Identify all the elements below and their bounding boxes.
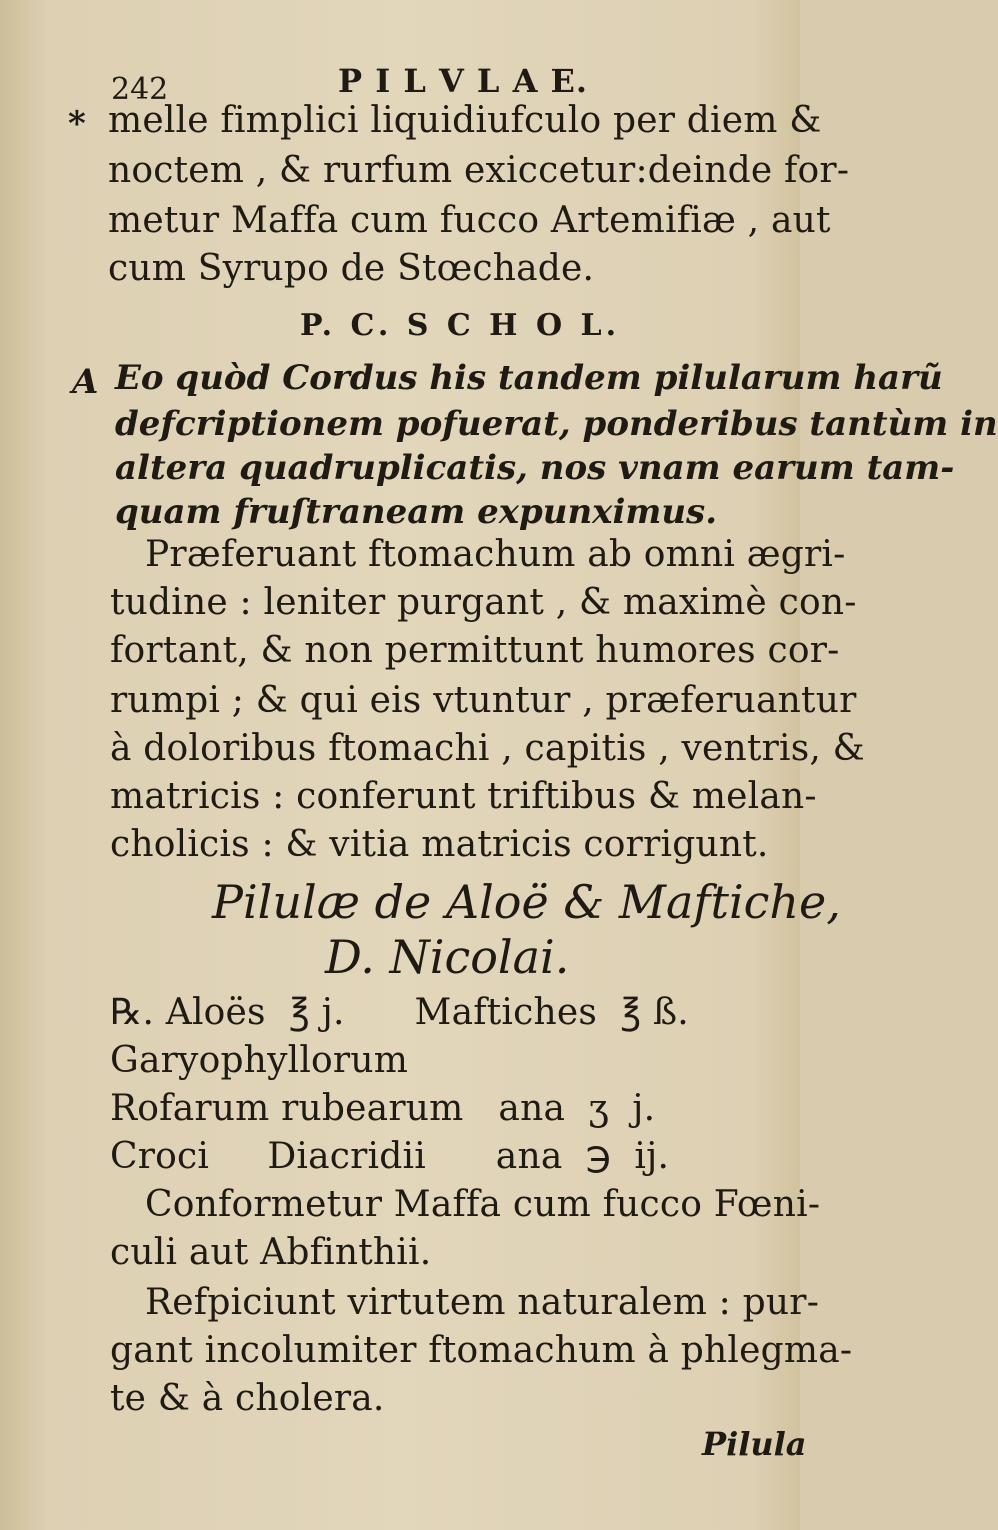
- text-line: à doloribus ftomachi , capitis , ventris, &: [110, 728, 865, 769]
- recipe-subtitle: D. Nicolai.: [325, 930, 570, 984]
- scholium-line: quam fruſtraneam expunximus.: [115, 492, 718, 532]
- catchword: Pilula: [702, 1425, 807, 1463]
- scholium-line: defcriptionem pofuerat, ponderibus tantùm in: [115, 404, 998, 444]
- recipe-line: Croci Diacridii ana ℈ ij.: [110, 1136, 670, 1177]
- text-line: Conformetur Maffa cum fucco Fœni-: [145, 1184, 821, 1225]
- text-line: rumpi ; & qui eis vtuntur , præferuantur: [110, 680, 857, 721]
- text-line: matricis : conferunt triftibus & melan-: [110, 776, 817, 817]
- scholium-heading: P. C. S C H O L.: [300, 308, 621, 343]
- text-line: noctem , & rurfum exiccetur:deinde for-: [108, 150, 850, 191]
- text-line: fortant, & non permittunt humores cor-: [110, 630, 840, 671]
- scholium-line: altera quadruplicatis, nos vnam earum tam-: [115, 448, 955, 488]
- text-line: metur Maffa cum fucco Artemifiæ , aut: [108, 200, 831, 241]
- text-line: gant incolumiter ftomachum à phlegma-: [110, 1330, 853, 1371]
- text-line: tudine : leniter purgant , & maximè con-: [110, 582, 857, 623]
- text-line: Refpiciunt virtutem naturalem : pur-: [145, 1282, 820, 1323]
- margin-asterisk: *: [68, 104, 86, 144]
- running-title: P I L V L A E.: [338, 62, 589, 100]
- margin-letter-a: A: [72, 362, 99, 402]
- text-line: culi aut Abfinthii.: [110, 1232, 432, 1273]
- recipe-line: ℞. Aloës ℥ j. Maftiches ℥ ß.: [110, 992, 689, 1033]
- text-line: cholicis : & vitia matricis corrigunt.: [110, 824, 769, 865]
- text-line: te & à cholera.: [110, 1378, 385, 1419]
- recipe-line: Garyophyllorum: [110, 1040, 409, 1081]
- recipe-title: Pilulæ de Aloë & Maftiche,: [212, 875, 841, 929]
- text-line: cum Syrupo de Stœchade.: [108, 248, 595, 289]
- text-line: Præferuant ftomachum ab omni ægri-: [145, 534, 846, 575]
- recipe-line: Rofarum rubearum ana ʒ j.: [110, 1088, 656, 1129]
- text-line: melle fimplici liquidiufculo per diem &: [108, 100, 822, 141]
- scholium-line: Eo quòd Cordus his tandem pilularum harũ: [115, 358, 943, 398]
- page-number: 242: [111, 72, 169, 107]
